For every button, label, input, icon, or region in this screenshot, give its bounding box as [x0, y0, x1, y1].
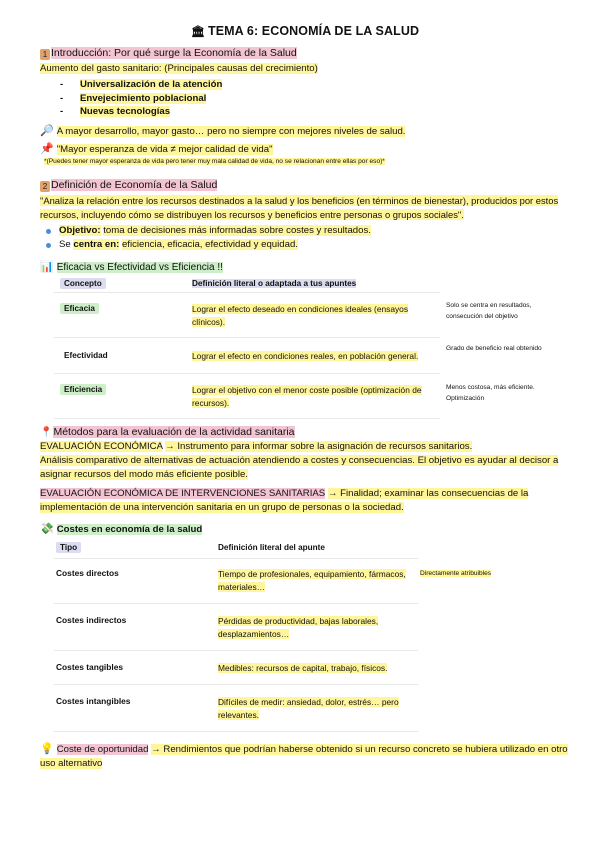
pin-quote: 📌 "Mayor esperanza de vida ≠ mejor calidad de vida" — [40, 142, 273, 155]
table-row: Eficacia Lograr el efecto deseado en condiciones ideales (ensayos clínicos). Solo se centra en resultados, consecución del objetivo — [54, 292, 556, 337]
table-header: Concepto Definición literal o adaptada a tus apuntes — [54, 275, 556, 293]
interv-line: EVALUACIÓN ECONÓMICA DE INTERVENCIONES SANITARIAS → Finalidad; examinar las consecuencias de la implementación de una intervención sanitaria en un grupo de personas o la sociedad. — [40, 487, 529, 513]
list-item: Se centra en: eficiencia, eficacia, efectividad y equidad. — [45, 238, 570, 253]
number-1-icon: 1 — [40, 49, 50, 60]
round-pushpin-icon: 📍 — [40, 426, 53, 438]
bank-icon: 🏛 — [190, 26, 205, 38]
section-1-title: 1 Introducción: Por qué surge la Economía de la Salud — [40, 47, 570, 60]
efficacy-table — [54, 275, 556, 419]
search-note: 🔎 A mayor desarrollo, mayor gasto… pero no siempre con mejores niveles de salud. — [40, 124, 406, 137]
page-title: 🏛 TEMA 6: ECONOMÍA DE LA SALUD — [190, 24, 420, 38]
definition-bullets — [40, 224, 570, 253]
table-row: Costes tangibles Medibles: recursos de capital, trabajo, físicos. — [54, 650, 525, 684]
pin-note: *(Puedes tener mayor esperanza de vida pero tener muy mala calidad de vida, no se relacionan entre ellas por eso)* — [44, 157, 385, 165]
causes-list — [40, 78, 570, 119]
costs-title: 💸 Costes en economía de la salud — [40, 522, 203, 535]
efficacy-title: 📊 Eficacia vs Efectividad vs Eficiencia !! — [40, 260, 223, 273]
intro-lead: Aumento del gasto sanitario: (Principales causas del crecimiento) — [40, 63, 318, 74]
table-row: Costes directos Tiempo de profesionales, equipamiento, fármacos, materiales… Directamente atribuibles — [54, 558, 525, 603]
table-row: Eficiencia Lograr el objetivo con el menor coste posible (optimización de recursos). Menos costosa, más eficiente. Optimización — [54, 373, 556, 418]
costs-table — [54, 537, 525, 732]
pushpin-icon: 📌 — [40, 142, 54, 155]
magnifier-icon: 🔎 — [40, 124, 54, 137]
methods-title: 📍Métodos para la evaluación de la actividad sanitaria — [40, 425, 295, 438]
list-item: Objetivo: toma de decisiones más informadas sobre costes y resultados. — [45, 224, 570, 239]
table-row: Costes intangibles Difíciles de medir: ansiedad, dolor, estrés… pero relevantes. — [54, 684, 525, 731]
table-row: Efectividad Lograr el efecto en condiciones reales, en población general. Grado de beneficio real obtenido — [54, 337, 556, 373]
bar-chart-icon: 📊 — [40, 260, 54, 273]
list-item: - Nuevas tecnologías — [60, 105, 570, 119]
number-2-icon: 2 — [40, 181, 50, 192]
table-header: Tipo Definición literal del apunte — [54, 537, 525, 559]
document — [40, 24, 570, 771]
analysis-line: Análisis comparativo de alternativas de actuación atendiendo a costes y consecuencias. El objetivo es ayudar al decisor a asignar recursos del modo más eficiente posible. — [40, 454, 559, 480]
list-item: - Universalización de la atención — [60, 78, 570, 92]
lightbulb-icon: 💡 — [40, 742, 54, 755]
section-2-title: 2 Definición de Economía de la Salud — [40, 179, 570, 192]
table-row: Costes indirectos Pérdidas de productividad, bajas laborales, desplazamientos… — [54, 603, 525, 650]
eval-line: EVALUACIÓN ECONÓMICA → Instrumento para informar sobre la asignación de recursos sanitarios. — [40, 440, 473, 452]
opportunity-line: 💡 Coste de oportunidad → Rendimientos que podrían haberse obtenido si un recurso concreto se hubiera utilizado en otro uso alternativo — [40, 742, 568, 769]
list-item: - Envejecimiento poblacional — [60, 92, 570, 106]
definition-quote: "Analiza la relación entre los recursos destinados a la salud y los beneficios (en términos de bienestar), producidos por estos recursos, incluyendo cómo se distribuyen los recursos y beneficios entre personas o grupos sociales". — [40, 194, 559, 220]
money-icon: 💸 — [40, 522, 54, 535]
